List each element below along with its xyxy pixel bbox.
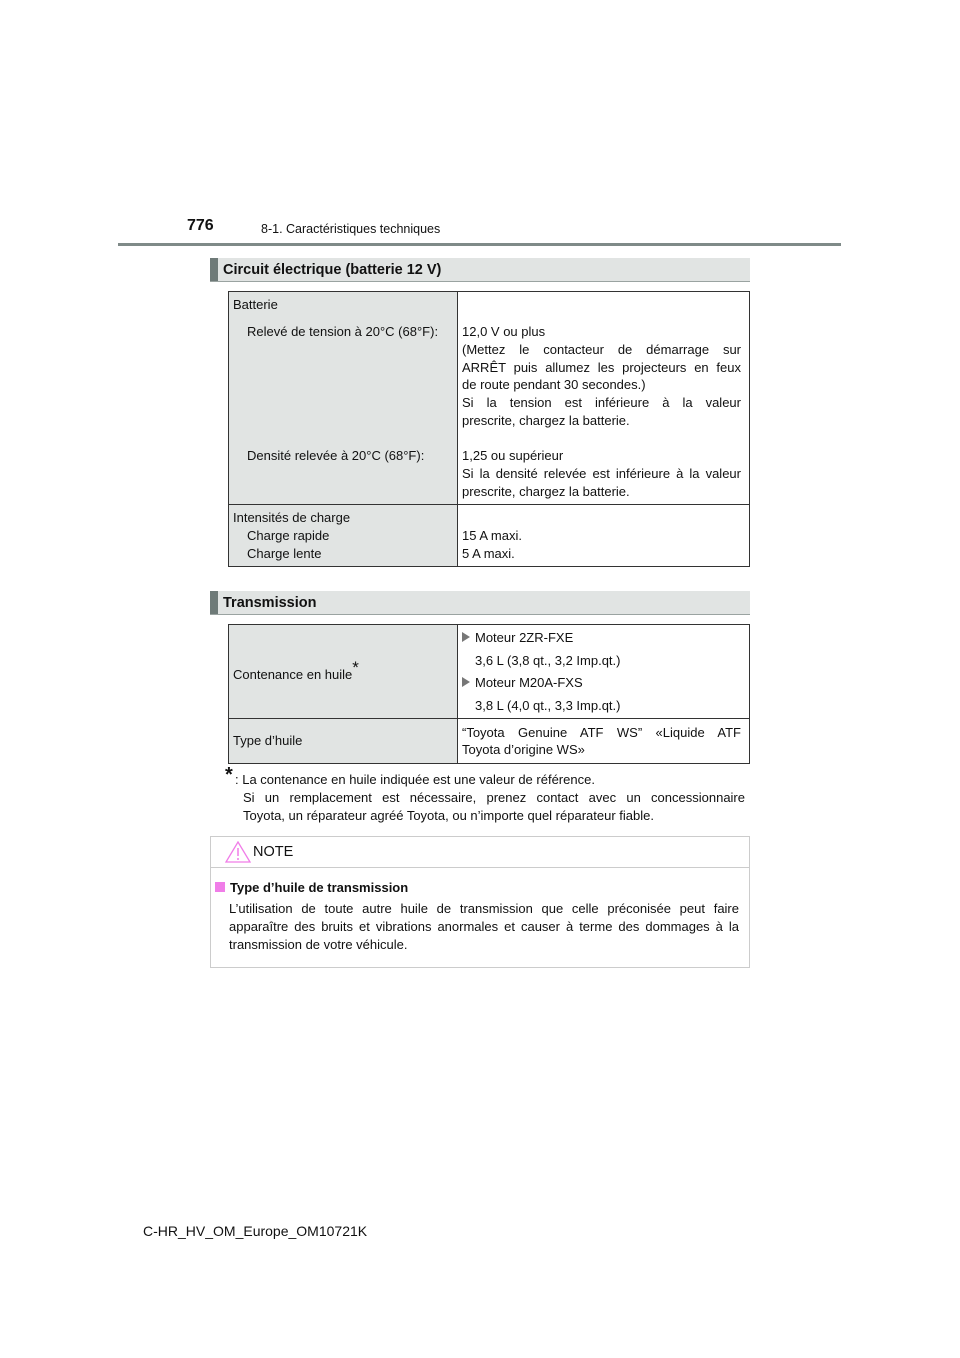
oil-type-label: Type d’huile	[233, 733, 303, 748]
engine-2-value: 3,8 L (4,0 qt., 3,3 Imp.qt.)	[475, 698, 621, 713]
page-number: 776	[187, 217, 214, 234]
voltage-value-line: 12,0 V ou plus	[462, 324, 546, 339]
engine-2-label: Moteur M20A-FXS	[475, 675, 583, 690]
engine-1	[462, 630, 573, 645]
density-label: Densité relevée à 20°C (68°F):	[247, 448, 425, 463]
density-value-line: 1,25 ou supérieur	[462, 448, 564, 463]
note-line: transmission de votre véhicule.	[229, 937, 408, 952]
triangle-bullet-icon	[462, 632, 470, 642]
footnote-line: Si un remplacement est nécessaire, prenez contact avec un concessionnaire	[243, 790, 745, 805]
warning-icon	[225, 841, 251, 863]
square-bullet-icon	[215, 882, 225, 892]
note-heading	[215, 880, 408, 895]
engine-1-value: 3,6 L (3,8 qt., 3,2 Imp.qt.)	[475, 653, 621, 668]
section-title: Circuit électrique (batterie 12 V)	[223, 262, 442, 278]
footnote-line: Toyota, un réparateur agréé Toyota, ou n’importe quel réparateur fiable.	[243, 808, 654, 823]
note-heading-text: Type d’huile de transmission	[230, 880, 409, 895]
note-header	[211, 837, 749, 868]
asterisk: *	[352, 658, 359, 677]
charge-label: Intensités de charge	[233, 510, 351, 525]
capacity-label	[233, 658, 359, 684]
engine-2	[462, 675, 583, 690]
voltage-label: Relevé de tension à 20°C (68°F):	[247, 324, 439, 339]
fast-charge-label: Charge rapide	[247, 528, 330, 543]
footnote-line: : La contenance en huile indiquée est une valeur de référence.	[235, 772, 595, 787]
section-title: Transmission	[223, 595, 317, 611]
triangle-bullet-icon	[462, 677, 470, 687]
engine-1-label: Moteur 2ZR-FXE	[475, 630, 574, 645]
slow-charge-label: Charge lente	[247, 546, 322, 561]
note-line: L’utilisation de toute autre huile de transmission que celle préconisée peut faire	[229, 901, 739, 916]
battery-label: Batterie	[233, 297, 278, 312]
section-header-transmission	[210, 591, 750, 615]
oil-type-value-line: Toyota d’origine WS»	[462, 742, 585, 757]
capacity-label-text: Contenance en huile	[233, 667, 353, 682]
note-box	[210, 836, 750, 968]
footer-code: C-HR_HV_OM_Europe_OM10721K	[143, 1223, 368, 1239]
density-value-line: prescrite, chargez la batterie.	[462, 484, 630, 499]
note-title: NOTE	[253, 844, 294, 860]
note-line: apparaître des bruits et vibrations anormales et causer à terme des dommages à la	[229, 919, 739, 934]
section-bar	[210, 591, 218, 614]
voltage-value-line: de route pendant 30 secondes.)	[462, 377, 646, 392]
section-bar	[210, 258, 218, 281]
footnote-mark: *	[225, 764, 233, 786]
header-rule	[118, 243, 841, 246]
voltage-value-line: prescrite, chargez la batterie.	[462, 413, 630, 428]
slow-charge-value: 5 A maxi.	[462, 546, 515, 561]
chapter-title: 8-1. Caractéristiques techniques	[261, 222, 441, 236]
voltage-value-line: (Mettez le contacteur de démarrage sur	[462, 342, 741, 357]
voltage-value-line: Si la tension est inférieure à la valeur	[462, 395, 741, 410]
fast-charge-value: 15 A maxi.	[462, 528, 522, 543]
section-header-electrical	[210, 258, 750, 282]
oil-type-value-line: “Toyota Genuine ATF WS” «Liquide ATF	[462, 725, 741, 740]
voltage-value-line: ARRÊT puis allumez les projecteurs en feux	[462, 360, 741, 375]
density-value-line: Si la densité relevée est inférieure à la valeur	[462, 466, 741, 481]
